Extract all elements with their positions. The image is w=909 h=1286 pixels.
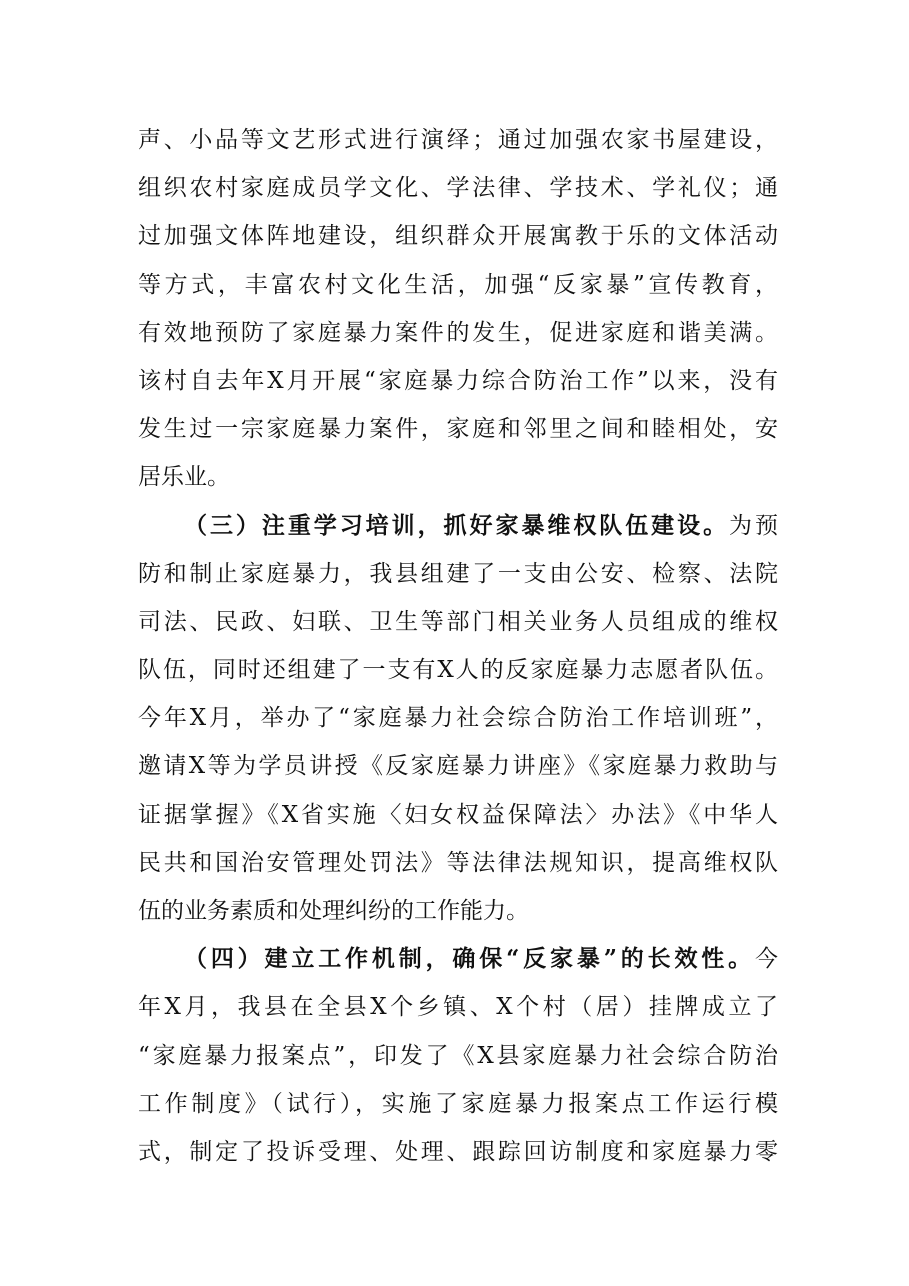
body-line: 年X月，我县在全县X个乡镇、X个村（居）挂牌成立了: [138, 994, 778, 1021]
section-heading-line: [138, 935, 778, 983]
body-line: 居乐业。: [138, 464, 230, 491]
section-heading-line: [138, 502, 778, 550]
body-text: 为预: [729, 512, 779, 539]
body-line: 工作制度》（试行），实施了家庭暴力报案点工作运行模: [138, 1090, 778, 1117]
body-line: 邀请X等为学员讲授《反家庭暴力讲座》《家庭暴力救助与: [138, 753, 778, 780]
body-text: 今: [755, 946, 778, 973]
body-line: 声、小品等文艺形式进行演绎；通过加强农家书屋建设，: [138, 127, 778, 153]
body-line: “家庭暴力报案点”，印发了《X县家庭暴力社会综合防治: [138, 1042, 778, 1069]
body-line: 式，制定了投诉受理、处理、跟踪回访制度和家庭暴力零: [138, 1138, 778, 1165]
body-line: 队伍，同时还组建了一支有X人的反家庭暴力志愿者队伍。: [138, 657, 778, 684]
body-line: 防和制止家庭暴力，我县组建了一支由公安、检察、法院: [138, 560, 778, 587]
section-heading: （三）注重学习培训，抓好家暴维权队伍建设。: [184, 511, 730, 539]
body-line: 证据掌握》《X省实施〈妇女权益保障法〉办法》《中华人: [138, 801, 778, 828]
body-line: 司法、民政、妇联、卫生等部门相关业务人员组成的维权: [138, 608, 778, 635]
body-line: 有效地预防了家庭暴力案件的发生，促进家庭和谐美满。: [138, 319, 778, 346]
section-heading: （四）建立工作机制，确保“反家暴”的长效性。: [184, 945, 755, 973]
body-line: 等方式，丰富农村文化生活，加强“反家暴”宣传教育，: [138, 271, 778, 298]
body-line: 民共和国治安管理处罚法》等法律法规知识，提高维权队: [138, 849, 778, 876]
document-body: [138, 116, 778, 1176]
body-line: 今年X月，举办了“家庭暴力社会综合防治工作培训班”，: [138, 705, 778, 732]
body-line: 该村自去年X月开展“家庭暴力综合防治工作”以来，没有: [138, 367, 778, 394]
body-line: 组织农村家庭成员学文化、学法律、学技术、学礼仪；通: [138, 175, 778, 202]
body-line: 过加强文体阵地建设，组织群众开展寓教于乐的文体活动: [138, 223, 778, 250]
body-line: 伍的业务素质和处理纠纷的工作能力。: [138, 898, 529, 924]
body-line: 发生过一宗家庭暴力案件，家庭和邻里之间和睦相处，安: [138, 416, 778, 443]
